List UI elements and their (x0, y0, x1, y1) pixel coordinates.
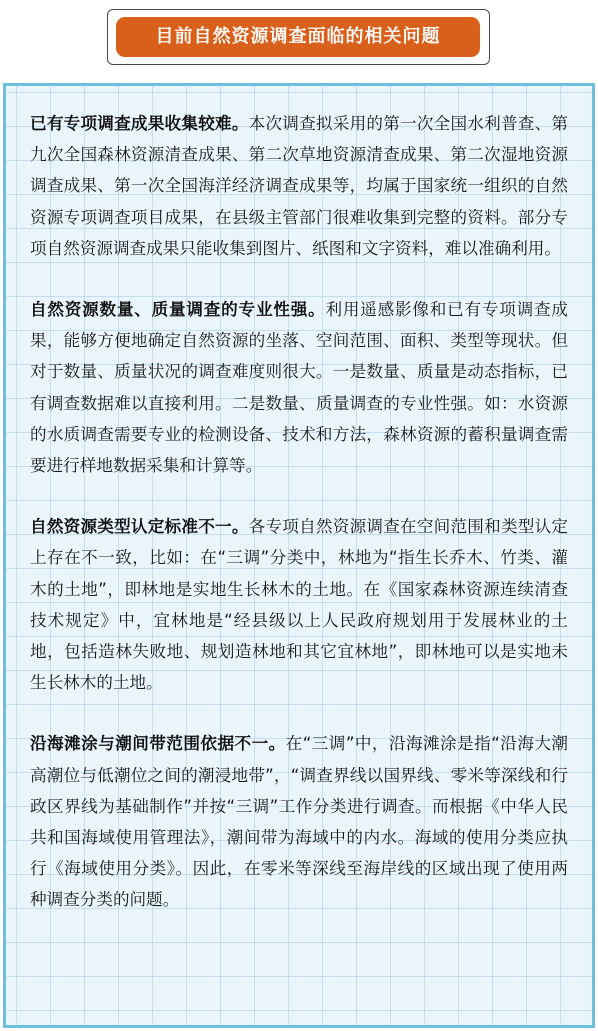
section-heading: 自然资源数量、质量调查的专业性强。 (30, 300, 326, 320)
section-body: 各专项自然资源调查在空间范围和类型认定上存在不一致，比如：在“三调”分类中，林地为“指生长乔木、竹类、灌木的土地”，即林地是实地生长林木的土地。在《国家森林资源连续清查技术规定》中，宜林地是“经县级以上人民政府规划用于发展林业的土地，包括造林失败地、规划造林地和其它宜林地”，即林地可以是实地未生长林木的土地。 (30, 517, 569, 693)
section-body: 在“三调”中，沿海滩涂是指“沿海大潮高潮位与低潮位之间的潮浸地带”，“调查界线以国界线、零米等深线和行政区界线为基础制作”并按“三调”工作分类进行调查。而根据《中华人民共和国海域使用管理法》，潮间带为海域中的内水。海域的使用分类应执行《海域使用分类》。因此，在零米等深线至海岸线的区域出现了使用两种调查分类的问题。 (30, 734, 568, 910)
section-heading: 已有专项调查成果收集较难。 (30, 114, 249, 133)
section-heading: 自然资源类型认定标准不一。 (30, 517, 249, 537)
section-heading: 沿海滩涂与潮间带范围依据不一。 (30, 734, 286, 754)
content-panel (3, 83, 595, 1028)
section-paragraph (30, 294, 568, 481)
section-body: 利用遥感影像和已有专项调查成果，能够方便地确定自然资源的坐落、空间范围、面积、类型等现状。但对于数量、质量状况的调查难度则很大。一是数量、质量是动态指标，已有调查数据难以直接利用。二是数量、质量调查的专业性强。如：水资源的水质调查需要专业的检测设备、技术和方法，森林资源的蓄积量调查需要进行样地数据采集和计算等。 (30, 300, 569, 476)
section-paragraph (30, 511, 568, 698)
page-title: 目前自然资源调查面临的相关问题 (116, 17, 480, 57)
title-frame (107, 9, 490, 65)
section-body: 本次调查拟采用的第一次全国水利普查、第九次全国森林资源清查成果、第二次草地资源清查成果、第二次湿地资源调查成果、第一次全国海洋经济调查成果等，均属于国家统一组织的自然资源专项调查项目成果，在县级主管部门很难收集到完整的资料。部分专项自然资源调查成果只能收集到图片、纸图和文字资料，难以准确利用。 (30, 114, 569, 258)
section-paragraph (30, 108, 568, 264)
section-paragraph (30, 728, 568, 915)
